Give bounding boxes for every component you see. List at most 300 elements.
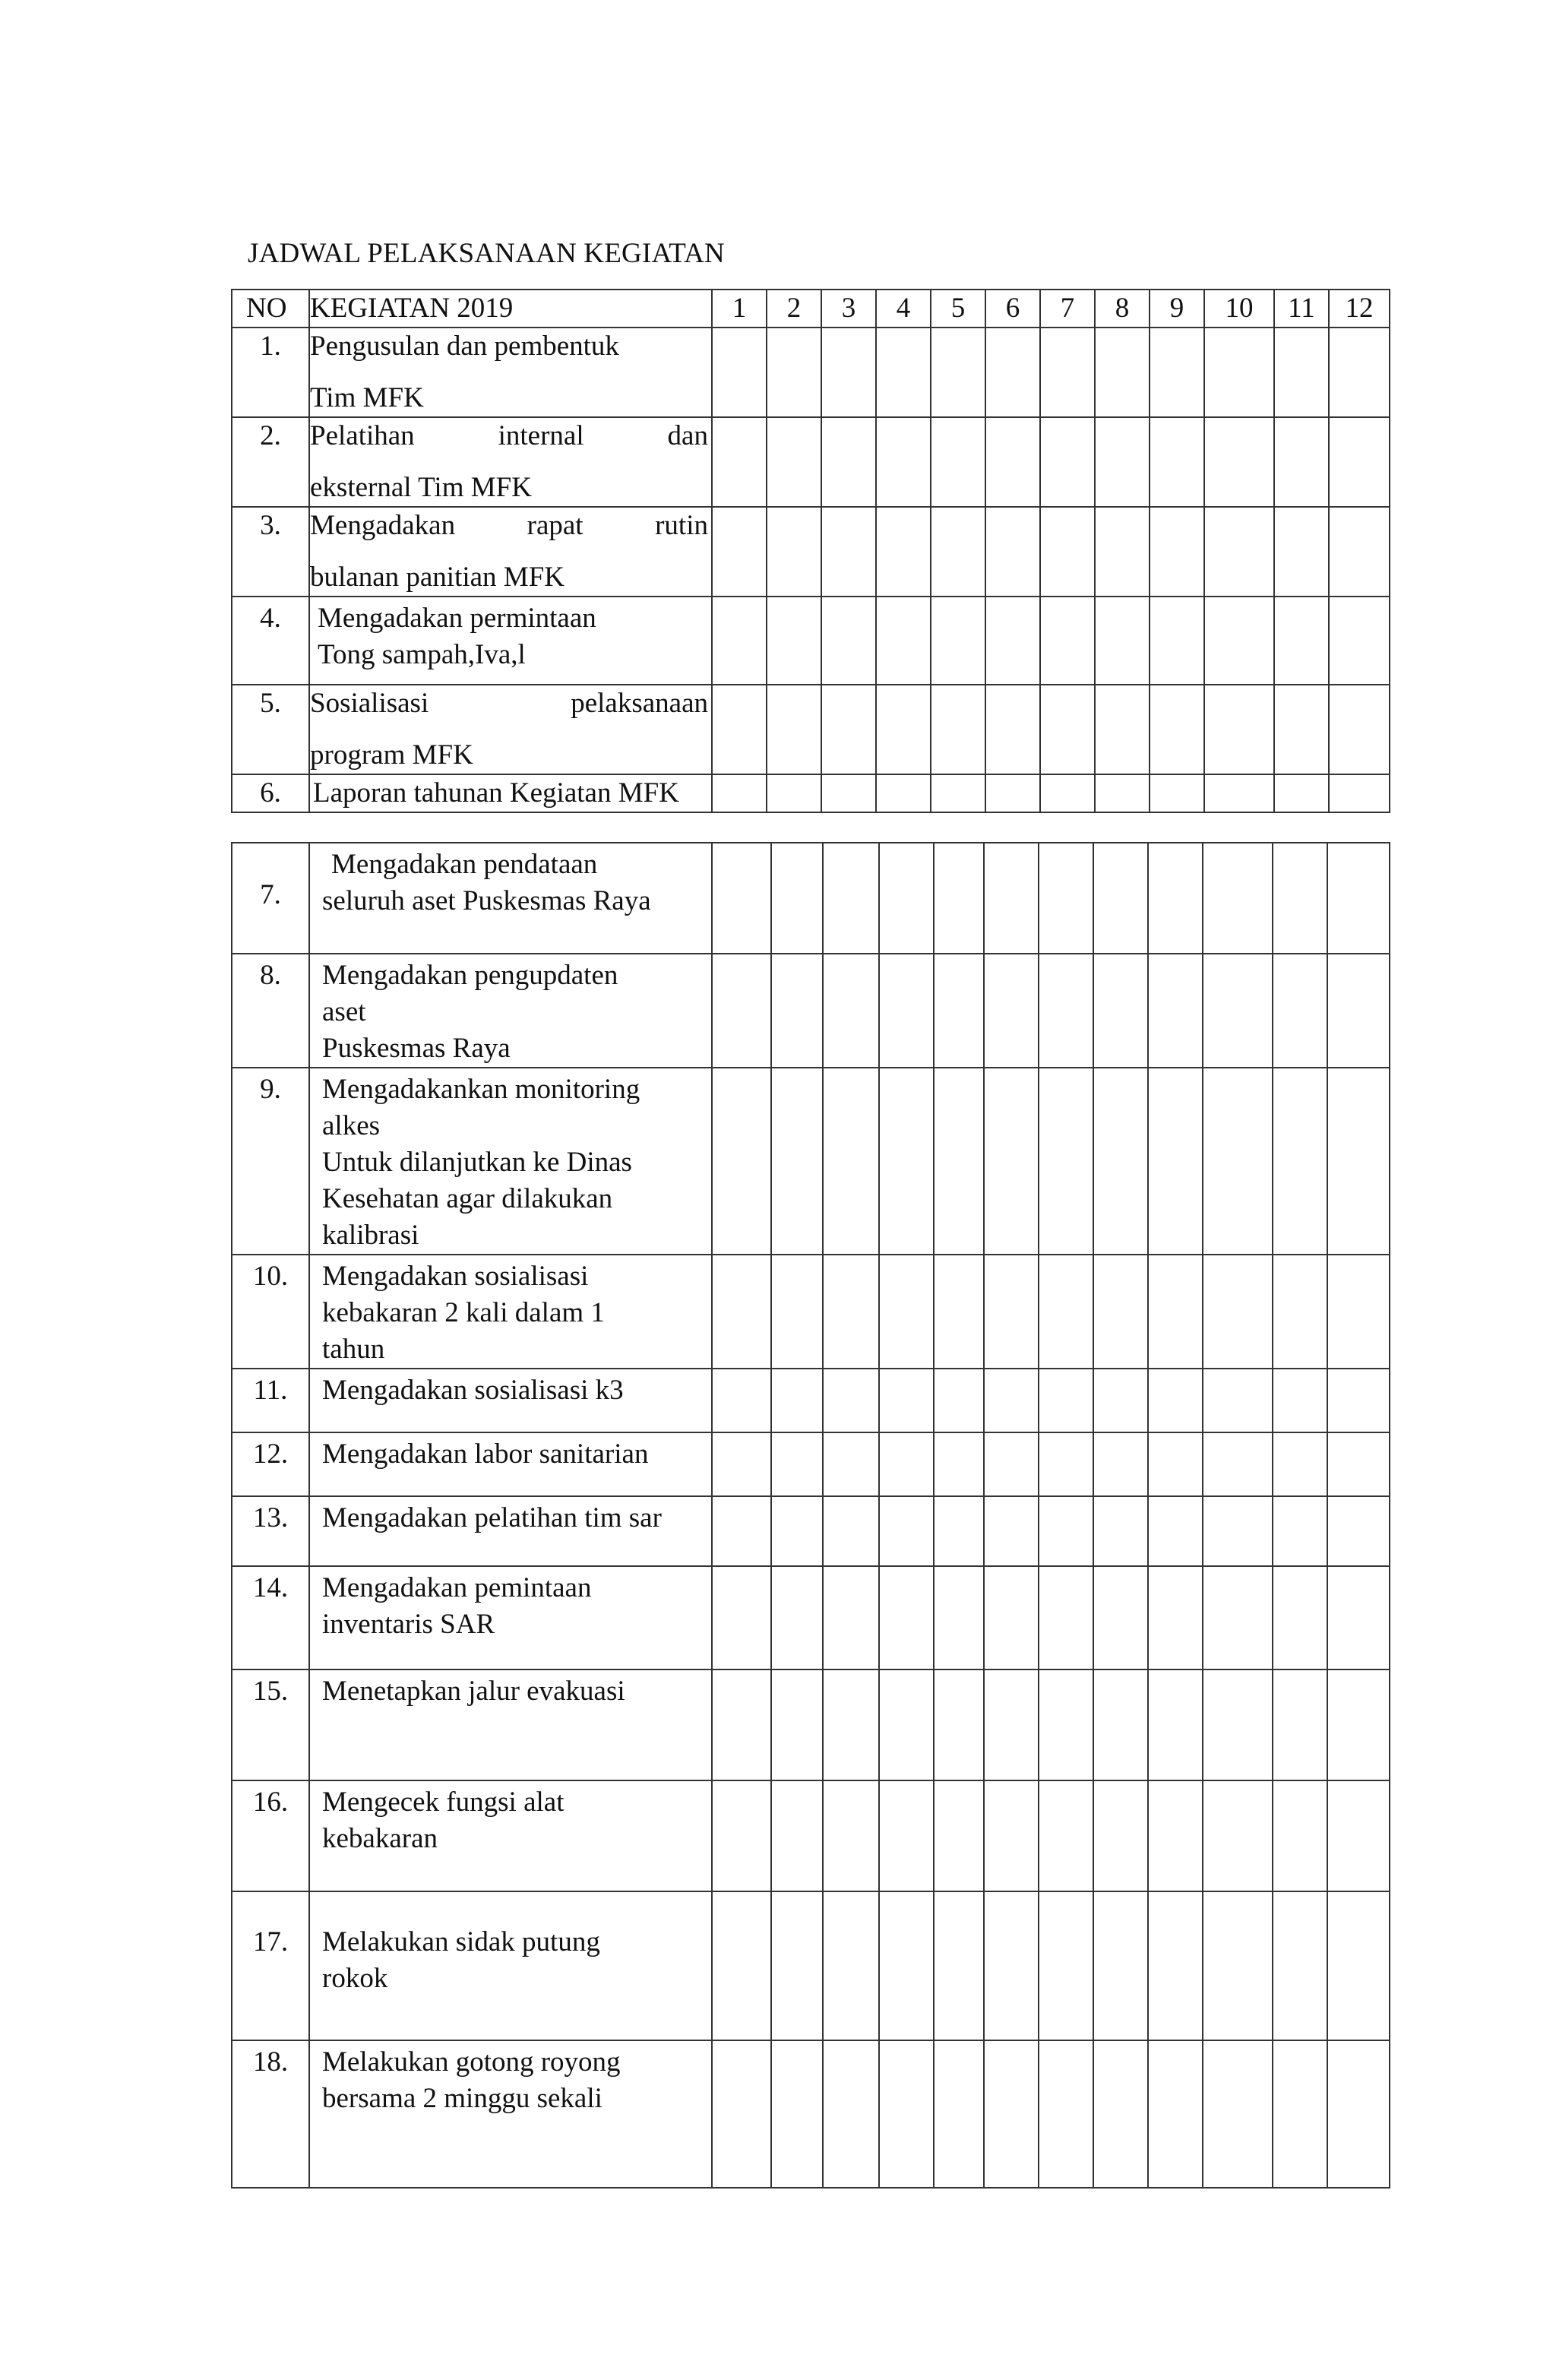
schedule-cell-month-4[interactable] bbox=[879, 954, 934, 1068]
activity-line: aset bbox=[322, 996, 366, 1027]
schedule-cell-month-1[interactable] bbox=[712, 597, 767, 685]
schedule-cell-month-1[interactable] bbox=[712, 1780, 771, 1891]
schedule-cell-month-7[interactable] bbox=[1039, 1496, 1093, 1566]
schedule-cell-month-9[interactable] bbox=[1150, 597, 1204, 685]
schedule-cell-month-6[interactable] bbox=[984, 1566, 1039, 1669]
header-month-1: 1 bbox=[712, 290, 767, 328]
schedule-cell-month-10[interactable] bbox=[1203, 843, 1273, 954]
schedule-cell-month-12[interactable] bbox=[1327, 1369, 1390, 1432]
schedule-cell-month-4[interactable] bbox=[879, 1669, 934, 1780]
schedule-cell-month-5[interactable] bbox=[931, 328, 985, 417]
schedule-cell-month-5[interactable] bbox=[931, 597, 985, 685]
schedule-cell-month-12[interactable] bbox=[1327, 1068, 1390, 1255]
schedule-cell-month-3[interactable] bbox=[821, 597, 876, 685]
schedule-cell-month-1[interactable] bbox=[712, 1432, 771, 1496]
schedule-cell-month-10[interactable] bbox=[1203, 1669, 1273, 1780]
table-row bbox=[232, 954, 1390, 1068]
schedule-cell-month-11[interactable] bbox=[1273, 1369, 1327, 1432]
row-number: 10. bbox=[232, 1255, 309, 1369]
table-row bbox=[232, 1566, 1390, 1669]
activity-line: Mengadakan pelatihan tim sar bbox=[322, 1502, 662, 1533]
table-row bbox=[232, 1068, 1390, 1255]
schedule-cell-month-9[interactable] bbox=[1148, 1068, 1203, 1255]
activity-line: Laporan tahunan Kegiatan MFK bbox=[313, 777, 679, 809]
row-number: 16. bbox=[232, 1780, 309, 1891]
schedule-cell-month-11[interactable] bbox=[1274, 774, 1329, 812]
schedule-cell-month-12[interactable] bbox=[1329, 507, 1390, 597]
schedule-cell-month-12[interactable] bbox=[1327, 1566, 1390, 1669]
activity-cell bbox=[309, 2040, 712, 2188]
header-month-11: 11 bbox=[1274, 290, 1329, 328]
schedule-cell-month-12[interactable] bbox=[1329, 685, 1390, 774]
schedule-cell-month-2[interactable] bbox=[771, 1369, 823, 1432]
schedule-cell-month-11[interactable] bbox=[1274, 507, 1329, 597]
schedule-cell-month-4[interactable] bbox=[879, 1891, 934, 2040]
schedule-cell-month-6[interactable] bbox=[985, 507, 1040, 597]
schedule-cell-month-7[interactable] bbox=[1039, 1369, 1093, 1432]
schedule-cell-month-3[interactable] bbox=[823, 1432, 879, 1496]
schedule-cell-month-12[interactable] bbox=[1327, 843, 1390, 954]
activity-cell bbox=[309, 507, 712, 597]
row-number: 6. bbox=[232, 774, 309, 812]
schedule-cell-month-8[interactable] bbox=[1095, 774, 1150, 812]
schedule-cell-month-2[interactable] bbox=[771, 2040, 823, 2188]
schedule-cell-month-10[interactable] bbox=[1203, 2040, 1273, 2188]
schedule-cell-month-6[interactable] bbox=[984, 1068, 1039, 1255]
schedule-cell-month-9[interactable] bbox=[1150, 685, 1204, 774]
schedule-cell-month-2[interactable] bbox=[767, 417, 821, 507]
schedule-cell-month-9[interactable] bbox=[1148, 1496, 1203, 1566]
schedule-cell-month-8[interactable] bbox=[1093, 1432, 1148, 1496]
activity-line: Mengadakan sosialisasi bbox=[322, 1261, 589, 1292]
schedule-cell-month-3[interactable] bbox=[823, 1669, 879, 1780]
schedule-cell-month-2[interactable] bbox=[771, 1068, 823, 1255]
activity-cell bbox=[309, 1891, 712, 2040]
schedule-cell-month-8[interactable] bbox=[1093, 1891, 1148, 2040]
activity-word: pelaksanaan bbox=[571, 688, 708, 719]
schedule-cell-month-8[interactable] bbox=[1093, 1255, 1148, 1369]
row-number: 5. bbox=[232, 685, 309, 774]
schedule-cell-month-9[interactable] bbox=[1148, 1780, 1203, 1891]
schedule-cell-month-6[interactable] bbox=[984, 1669, 1039, 1780]
schedule-cell-month-12[interactable] bbox=[1327, 1669, 1390, 1780]
schedule-cell-month-4[interactable] bbox=[879, 1369, 934, 1432]
schedule-cell-month-7[interactable] bbox=[1040, 774, 1095, 812]
schedule-cell-month-12[interactable] bbox=[1327, 1891, 1390, 2040]
row-number: 13. bbox=[232, 1496, 309, 1566]
schedule-cell-month-3[interactable] bbox=[823, 1496, 879, 1566]
schedule-cell-month-9[interactable] bbox=[1148, 1669, 1203, 1780]
header-month-12: 12 bbox=[1329, 290, 1390, 328]
schedule-cell-month-3[interactable] bbox=[821, 774, 876, 812]
schedule-cell-month-8[interactable] bbox=[1095, 417, 1150, 507]
activity-line: tahun bbox=[322, 1334, 385, 1365]
schedule-cell-month-4[interactable] bbox=[876, 507, 931, 597]
schedule-cell-month-9[interactable] bbox=[1148, 1566, 1203, 1669]
schedule-cell-month-4[interactable] bbox=[876, 597, 931, 685]
schedule-cell-month-7[interactable] bbox=[1039, 2040, 1093, 2188]
schedule-cell-month-10[interactable] bbox=[1203, 954, 1273, 1068]
schedule-cell-month-10[interactable] bbox=[1204, 417, 1274, 507]
table-row bbox=[232, 1432, 1390, 1496]
schedule-cell-month-7[interactable] bbox=[1039, 1566, 1093, 1669]
schedule-cell-month-8[interactable] bbox=[1095, 685, 1150, 774]
schedule-cell-month-1[interactable] bbox=[712, 1566, 771, 1669]
schedule-cell-month-1[interactable] bbox=[712, 954, 771, 1068]
schedule-cell-month-11[interactable] bbox=[1273, 954, 1327, 1068]
activity-line: Pengusulan dan pembentuk bbox=[310, 331, 619, 362]
schedule-cell-month-3[interactable] bbox=[823, 1891, 879, 2040]
activity-line: Untuk dilanjutkan ke Dinas bbox=[322, 1147, 632, 1178]
schedule-cell-month-10[interactable] bbox=[1203, 1566, 1273, 1669]
schedule-cell-month-6[interactable] bbox=[984, 1369, 1039, 1432]
schedule-cell-month-8[interactable] bbox=[1093, 1669, 1148, 1780]
schedule-cell-month-10[interactable] bbox=[1204, 597, 1274, 685]
table-row bbox=[232, 2040, 1390, 2188]
activity-line: bersama 2 minggu sekali bbox=[322, 2083, 602, 2114]
schedule-cell-month-1[interactable] bbox=[712, 507, 767, 597]
schedule-cell-month-3[interactable] bbox=[823, 1255, 879, 1369]
activity-line: Mengadakankan monitoring bbox=[322, 1074, 640, 1105]
header-month-7: 7 bbox=[1040, 290, 1095, 328]
table-row bbox=[232, 1669, 1390, 1780]
schedule-cell-month-5[interactable] bbox=[934, 1432, 984, 1496]
schedule-cell-month-7[interactable] bbox=[1039, 1432, 1093, 1496]
activity-cell bbox=[309, 417, 712, 507]
schedule-cell-month-2[interactable] bbox=[771, 1432, 823, 1496]
schedule-cell-month-6[interactable] bbox=[984, 1432, 1039, 1496]
schedule-cell-month-3[interactable] bbox=[823, 1566, 879, 1669]
schedule-cell-month-5[interactable] bbox=[931, 685, 985, 774]
schedule-cell-month-6[interactable] bbox=[984, 954, 1039, 1068]
schedule-cell-month-7[interactable] bbox=[1039, 1669, 1093, 1780]
schedule-cell-month-6[interactable] bbox=[984, 1496, 1039, 1566]
schedule-cell-month-5[interactable] bbox=[934, 1369, 984, 1432]
row-number: 1. bbox=[232, 328, 309, 417]
page-title: JADWAL PELAKSANAAN KEGIATAN bbox=[248, 238, 725, 269]
schedule-cell-month-10[interactable] bbox=[1203, 1496, 1273, 1566]
schedule-cell-month-1[interactable] bbox=[712, 1369, 771, 1432]
schedule-cell-month-8[interactable] bbox=[1093, 954, 1148, 1068]
row-number: 18. bbox=[232, 2040, 309, 2188]
schedule-cell-month-12[interactable] bbox=[1327, 1780, 1390, 1891]
schedule-cell-month-5[interactable] bbox=[931, 417, 985, 507]
activity-word: Pelatihan bbox=[310, 420, 415, 451]
row-number: 2. bbox=[232, 417, 309, 507]
schedule-cell-month-5[interactable] bbox=[934, 1255, 984, 1369]
schedule-cell-month-2[interactable] bbox=[767, 597, 821, 685]
schedule-cell-month-9[interactable] bbox=[1150, 328, 1204, 417]
schedule-cell-month-7[interactable] bbox=[1040, 597, 1095, 685]
schedule-cell-month-7[interactable] bbox=[1040, 417, 1095, 507]
schedule-cell-month-10[interactable] bbox=[1204, 774, 1274, 812]
row-number: 12. bbox=[232, 1432, 309, 1496]
schedule-cell-month-8[interactable] bbox=[1095, 597, 1150, 685]
schedule-cell-month-2[interactable] bbox=[771, 1255, 823, 1369]
activity-line bbox=[310, 418, 711, 454]
schedule-cell-month-7[interactable] bbox=[1039, 1255, 1093, 1369]
header-no: NO bbox=[232, 290, 309, 328]
schedule-cell-month-11[interactable] bbox=[1274, 328, 1329, 417]
schedule-cell-month-1[interactable] bbox=[712, 1496, 771, 1566]
schedule-cell-month-6[interactable] bbox=[984, 1891, 1039, 2040]
row-number: 17. bbox=[232, 1891, 309, 2040]
schedule-cell-month-5[interactable] bbox=[934, 1669, 984, 1780]
schedule-cell-month-4[interactable] bbox=[876, 685, 931, 774]
schedule-cell-month-6[interactable] bbox=[985, 328, 1040, 417]
schedule-cell-month-7[interactable] bbox=[1039, 954, 1093, 1068]
schedule-cell-month-6[interactable] bbox=[984, 1780, 1039, 1891]
table-row bbox=[232, 507, 1390, 597]
schedule-cell-month-11[interactable] bbox=[1274, 685, 1329, 774]
schedule-cell-month-6[interactable] bbox=[985, 417, 1040, 507]
schedule-cell-month-6[interactable] bbox=[984, 843, 1039, 954]
schedule-cell-month-9[interactable] bbox=[1148, 1432, 1203, 1496]
activity-cell bbox=[309, 1068, 712, 1255]
schedule-cell-month-8[interactable] bbox=[1093, 843, 1148, 954]
schedule-cell-month-10[interactable] bbox=[1203, 1369, 1273, 1432]
schedule-cell-month-11[interactable] bbox=[1273, 1496, 1327, 1566]
row-number: 9. bbox=[232, 1068, 309, 1255]
activity-word: rapat bbox=[527, 510, 584, 541]
schedule-cell-month-7[interactable] bbox=[1040, 685, 1095, 774]
schedule-cell-month-2[interactable] bbox=[771, 1496, 823, 1566]
schedule-table-part-1 bbox=[231, 289, 1390, 813]
schedule-cell-month-11[interactable] bbox=[1273, 1566, 1327, 1669]
activity-line: bulanan panitian MFK bbox=[310, 562, 565, 593]
activity-line: Mengadakan pendataan bbox=[331, 849, 598, 880]
schedule-cell-month-9[interactable] bbox=[1150, 417, 1204, 507]
schedule-cell-month-7[interactable] bbox=[1039, 1891, 1093, 2040]
activity-line: kalibrasi bbox=[322, 1220, 419, 1251]
activity-line: Tong sampah,Iva,l bbox=[318, 639, 526, 670]
schedule-cell-month-7[interactable] bbox=[1039, 1780, 1093, 1891]
schedule-cell-month-7[interactable] bbox=[1039, 843, 1093, 954]
schedule-cell-month-10[interactable] bbox=[1203, 1780, 1273, 1891]
schedule-cell-month-5[interactable] bbox=[934, 1496, 984, 1566]
schedule-cell-month-4[interactable] bbox=[879, 1068, 934, 1255]
schedule-cell-month-1[interactable] bbox=[712, 774, 767, 812]
schedule-cell-month-1[interactable] bbox=[712, 843, 771, 954]
schedule-cell-month-1[interactable] bbox=[712, 1669, 771, 1780]
schedule-cell-month-11[interactable] bbox=[1273, 843, 1327, 954]
activity-line: eksternal Tim MFK bbox=[310, 472, 532, 503]
schedule-cell-month-12[interactable] bbox=[1327, 1432, 1390, 1496]
schedule-cell-month-2[interactable] bbox=[771, 1891, 823, 2040]
schedule-cell-month-5[interactable] bbox=[931, 507, 985, 597]
schedule-cell-month-3[interactable] bbox=[821, 685, 876, 774]
schedule-cell-month-11[interactable] bbox=[1273, 1068, 1327, 1255]
schedule-cell-month-12[interactable] bbox=[1327, 1496, 1390, 1566]
schedule-cell-month-5[interactable] bbox=[934, 1780, 984, 1891]
activity-line: Mengecek fungsi alat bbox=[322, 1787, 565, 1818]
schedule-cell-month-6[interactable] bbox=[984, 1255, 1039, 1369]
schedule-cell-month-7[interactable] bbox=[1040, 328, 1095, 417]
schedule-cell-month-5[interactable] bbox=[934, 843, 984, 954]
schedule-cell-month-10[interactable] bbox=[1204, 507, 1274, 597]
schedule-cell-month-5[interactable] bbox=[934, 2040, 984, 2188]
schedule-cell-month-3[interactable] bbox=[823, 1369, 879, 1432]
schedule-cell-month-6[interactable] bbox=[984, 2040, 1039, 2188]
activity-cell bbox=[309, 328, 712, 417]
schedule-cell-month-3[interactable] bbox=[821, 328, 876, 417]
activity-line: Kesehatan agar dilakukan bbox=[322, 1183, 613, 1214]
schedule-cell-month-10[interactable] bbox=[1203, 1891, 1273, 2040]
schedule-cell-month-8[interactable] bbox=[1095, 507, 1150, 597]
schedule-cell-month-2[interactable] bbox=[767, 774, 821, 812]
schedule-cell-month-12[interactable] bbox=[1327, 1255, 1390, 1369]
schedule-cell-month-5[interactable] bbox=[931, 774, 985, 812]
schedule-cell-month-10[interactable] bbox=[1204, 328, 1274, 417]
activity-line bbox=[310, 508, 711, 544]
schedule-cell-month-5[interactable] bbox=[934, 954, 984, 1068]
schedule-cell-month-4[interactable] bbox=[879, 2040, 934, 2188]
schedule-cell-month-1[interactable] bbox=[712, 2040, 771, 2188]
header-month-5: 5 bbox=[931, 290, 985, 328]
header-month-6: 6 bbox=[985, 290, 1040, 328]
schedule-cell-month-1[interactable] bbox=[712, 1891, 771, 2040]
schedule-cell-month-4[interactable] bbox=[876, 774, 931, 812]
schedule-cell-month-8[interactable] bbox=[1093, 1068, 1148, 1255]
schedule-cell-month-8[interactable] bbox=[1095, 328, 1150, 417]
schedule-cell-month-12[interactable] bbox=[1327, 2040, 1390, 2188]
activity-line: Mengadakan permintaan bbox=[318, 603, 596, 634]
schedule-cell-month-2[interactable] bbox=[767, 328, 821, 417]
schedule-cell-month-11[interactable] bbox=[1274, 417, 1329, 507]
schedule-cell-month-3[interactable] bbox=[823, 954, 879, 1068]
schedule-cell-month-9[interactable] bbox=[1148, 1891, 1203, 2040]
schedule-cell-month-2[interactable] bbox=[767, 507, 821, 597]
activity-cell bbox=[309, 1369, 712, 1432]
header-month-3: 3 bbox=[821, 290, 876, 328]
schedule-cell-month-9[interactable] bbox=[1148, 1369, 1203, 1432]
schedule-cell-month-2[interactable] bbox=[771, 954, 823, 1068]
schedule-cell-month-1[interactable] bbox=[712, 417, 767, 507]
row-number: 8. bbox=[232, 954, 309, 1068]
activity-line: Melakukan sidak putung bbox=[322, 1926, 600, 1957]
schedule-cell-month-4[interactable] bbox=[879, 1780, 934, 1891]
schedule-cell-month-6[interactable] bbox=[985, 685, 1040, 774]
table-row bbox=[232, 843, 1390, 954]
schedule-cell-month-8[interactable] bbox=[1093, 1566, 1148, 1669]
schedule-cell-month-2[interactable] bbox=[771, 1669, 823, 1780]
schedule-cell-month-7[interactable] bbox=[1039, 1068, 1093, 1255]
activity-line: Melakukan gotong royong bbox=[322, 2046, 621, 2078]
schedule-cell-month-6[interactable] bbox=[985, 597, 1040, 685]
activity-cell bbox=[309, 1255, 712, 1369]
schedule-cell-month-7[interactable] bbox=[1040, 507, 1095, 597]
header-month-2: 2 bbox=[767, 290, 821, 328]
schedule-cell-month-4[interactable] bbox=[876, 417, 931, 507]
schedule-cell-month-11[interactable] bbox=[1273, 2040, 1327, 2188]
activity-line: Puskesmas Raya bbox=[322, 1033, 511, 1064]
schedule-cell-month-3[interactable] bbox=[821, 417, 876, 507]
schedule-cell-month-5[interactable] bbox=[934, 1068, 984, 1255]
table-row bbox=[232, 417, 1390, 507]
schedule-cell-month-3[interactable] bbox=[823, 1780, 879, 1891]
schedule-cell-month-12[interactable] bbox=[1329, 328, 1390, 417]
schedule-cell-month-10[interactable] bbox=[1203, 1432, 1273, 1496]
schedule-cell-month-9[interactable] bbox=[1150, 507, 1204, 597]
activity-word: rutin bbox=[655, 510, 708, 541]
schedule-cell-month-10[interactable] bbox=[1203, 1068, 1273, 1255]
schedule-cell-month-11[interactable] bbox=[1273, 1669, 1327, 1780]
schedule-cell-month-5[interactable] bbox=[934, 1566, 984, 1669]
row-number: 4. bbox=[232, 597, 309, 685]
schedule-cell-month-12[interactable] bbox=[1329, 417, 1390, 507]
schedule-cell-month-2[interactable] bbox=[771, 1780, 823, 1891]
schedule-cell-month-8[interactable] bbox=[1093, 2040, 1148, 2188]
schedule-cell-month-2[interactable] bbox=[767, 685, 821, 774]
activity-cell bbox=[309, 1566, 712, 1669]
schedule-cell-month-11[interactable] bbox=[1274, 597, 1329, 685]
header-row bbox=[232, 290, 1390, 328]
schedule-cell-month-4[interactable] bbox=[876, 328, 931, 417]
schedule-cell-month-12[interactable] bbox=[1329, 597, 1390, 685]
schedule-cell-month-9[interactable] bbox=[1148, 954, 1203, 1068]
schedule-cell-month-9[interactable] bbox=[1148, 1255, 1203, 1369]
schedule-cell-month-11[interactable] bbox=[1273, 1255, 1327, 1369]
schedule-cell-month-1[interactable] bbox=[712, 1255, 771, 1369]
schedule-cell-month-11[interactable] bbox=[1273, 1780, 1327, 1891]
schedule-cell-month-12[interactable] bbox=[1327, 954, 1390, 1068]
row-number: 15. bbox=[232, 1669, 309, 1780]
schedule-cell-month-9[interactable] bbox=[1148, 843, 1203, 954]
schedule-cell-month-3[interactable] bbox=[821, 507, 876, 597]
schedule-cell-month-5[interactable] bbox=[934, 1891, 984, 2040]
table-row bbox=[232, 774, 1390, 812]
schedule-cell-month-1[interactable] bbox=[712, 1068, 771, 1255]
schedule-cell-month-1[interactable] bbox=[712, 328, 767, 417]
schedule-cell-month-3[interactable] bbox=[823, 1068, 879, 1255]
schedule-cell-month-11[interactable] bbox=[1273, 1432, 1327, 1496]
schedule-cell-month-8[interactable] bbox=[1093, 1496, 1148, 1566]
header-month-9: 9 bbox=[1150, 290, 1204, 328]
schedule-cell-month-11[interactable] bbox=[1273, 1891, 1327, 2040]
schedule-cell-month-9[interactable] bbox=[1150, 774, 1204, 812]
schedule-cell-month-3[interactable] bbox=[823, 2040, 879, 2188]
activity-line: Mengadakan labor sanitarian bbox=[322, 1438, 649, 1470]
schedule-cell-month-1[interactable] bbox=[712, 685, 767, 774]
activity-cell bbox=[309, 597, 712, 685]
schedule-cell-month-2[interactable] bbox=[771, 1566, 823, 1669]
header-kegiatan: KEGIATAN 2019 bbox=[309, 290, 712, 328]
schedule-cell-month-4[interactable] bbox=[879, 1432, 934, 1496]
schedule-cell-month-4[interactable] bbox=[879, 1255, 934, 1369]
schedule-cell-month-3[interactable] bbox=[823, 843, 879, 954]
activity-line: seluruh aset Puskesmas Raya bbox=[322, 885, 651, 916]
activity-cell bbox=[309, 954, 712, 1068]
schedule-cell-month-9[interactable] bbox=[1148, 2040, 1203, 2188]
activity-cell bbox=[309, 1780, 712, 1891]
table-row bbox=[232, 597, 1390, 685]
schedule-cell-month-10[interactable] bbox=[1204, 685, 1274, 774]
schedule-cell-month-6[interactable] bbox=[985, 774, 1040, 812]
table-row bbox=[232, 1369, 1390, 1432]
header-month-4: 4 bbox=[876, 290, 931, 328]
activity-word: Sosialisasi bbox=[310, 688, 429, 719]
activity-word: Mengadakan bbox=[310, 510, 456, 541]
schedule-cell-month-4[interactable] bbox=[879, 1566, 934, 1669]
schedule-cell-month-8[interactable] bbox=[1093, 1369, 1148, 1432]
schedule-cell-month-12[interactable] bbox=[1329, 774, 1390, 812]
activity-cell bbox=[309, 1432, 712, 1496]
schedule-cell-month-10[interactable] bbox=[1203, 1255, 1273, 1369]
schedule-cell-month-2[interactable] bbox=[771, 843, 823, 954]
schedule-cell-month-4[interactable] bbox=[879, 1496, 934, 1566]
schedule-cell-month-4[interactable] bbox=[879, 843, 934, 954]
schedule-cell-month-8[interactable] bbox=[1093, 1780, 1148, 1891]
